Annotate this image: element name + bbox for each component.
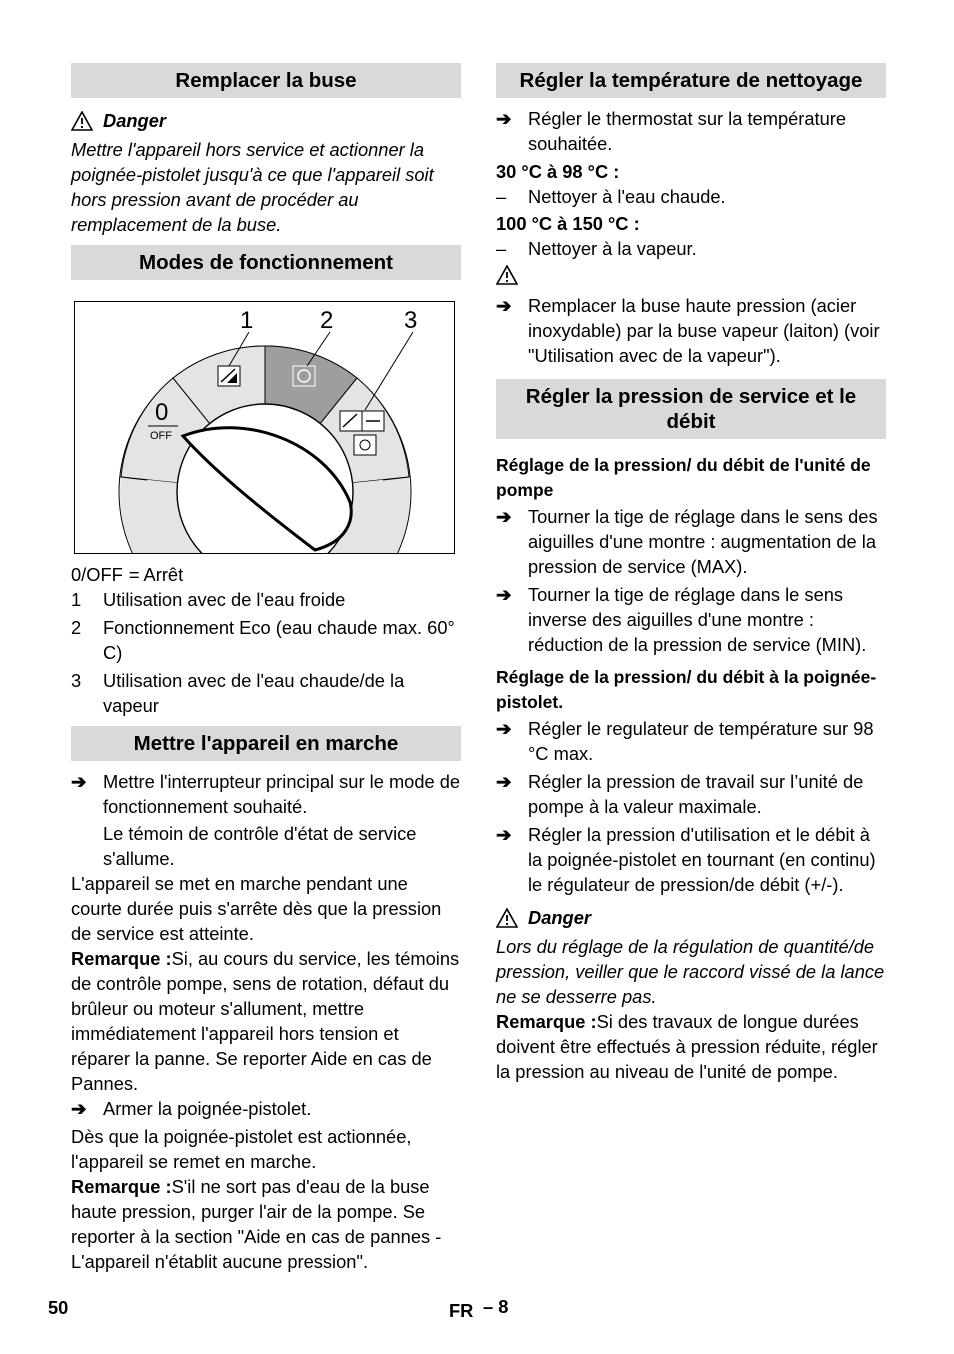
mode-number-1: 1 — [240, 307, 254, 334]
list-item: ➔ Remplacer la buse haute pression (acier inoxydable) par la buse vapeur (laiton) (voir "Utilisation avec de la vapeur"). — [496, 295, 880, 366]
list-item: ➔ Régler la pression de travail sur l’unité de pompe à la valeur maximale. — [496, 771, 864, 817]
off-label: OFF — [150, 430, 172, 442]
legend-item: 3 Utilisation avec de l'eau chaude/de la vapeur — [71, 670, 405, 716]
mode-switch-figure — [74, 301, 455, 554]
range-heading: 30 °C à 98 °C : — [496, 161, 620, 182]
warning-triangle-icon — [496, 265, 518, 285]
arrow-right-icon: ➔ — [496, 771, 512, 792]
mode-number-0: 0 — [155, 399, 169, 426]
list-item: ➔ Régler le thermostat sur la température souhaitée. — [496, 108, 847, 154]
legend-item: 1 Utilisation avec de l'eau froide — [71, 589, 346, 610]
arrow-right-icon: ➔ — [496, 295, 512, 316]
remark: Remarque :Si des travaux de longue durées doivent être effectués à pression réduite, régler la pression au niveau de l'unité de pompe. — [496, 1011, 878, 1082]
list-item: – Nettoyer à l'eau chaude. — [496, 186, 726, 207]
danger-heading: Danger — [71, 108, 461, 133]
heading-pressure-flow: Régler la pression de service et le débit — [496, 379, 886, 439]
legend-off: 0/OFF = Arrêt — [71, 564, 184, 585]
heading-operating-modes: Modes de fonctionnement — [71, 245, 461, 280]
legend-item: 2 Fonctionnement Eco (eau chaude max. 60° C) — [71, 617, 455, 663]
remark: Remarque :S'il ne sort pas d'eau de la buse haute pression, purger l'air de la pompe. Se reporter à la section "Aide en cas de pannes - L'appareil n'établit aucune pression". — [71, 1176, 442, 1272]
page-number-right: – 8 — [483, 1296, 509, 1317]
heading-replace-nozzle: Remplacer la buse — [71, 63, 461, 98]
heading-start-device: Mettre l'appareil en marche — [71, 726, 461, 761]
mode-number-3: 3 — [404, 307, 418, 334]
eco-mode-icon — [293, 366, 315, 386]
arrow-right-icon: ➔ — [496, 506, 512, 527]
mode-selector-dial — [75, 302, 454, 553]
arrow-right-icon: ➔ — [496, 824, 512, 845]
list-item: ➔ Tourner la tige de réglage dans le sens inverse des aiguilles d'une montre : réduction de la pression de service (MIN). — [496, 584, 867, 655]
left-column — [71, 63, 461, 1274]
list-item: ➔ Régler le regulateur de température sur 98 °C max. — [496, 718, 874, 764]
warning-line — [496, 265, 886, 291]
warning-triangle-icon — [71, 111, 93, 131]
remark: Remarque :Si, au cours du service, les témoins de contrôle pompe, sens de rotation, défaut du brûleur ou moteur s'allument, mettre immédiatement l'appareil hors tension et réparer la panne. Se reporter Aide en cas de Pannes. — [71, 948, 460, 1094]
danger-text: Mettre l'appareil hors service et actionner la poignée-pistolet jusqu'à ce que l'appareil soit hors pression avant de procéder au remplacement de la buse. — [71, 139, 434, 235]
arrow-right-icon: ➔ — [71, 771, 87, 792]
list-item: – Nettoyer à la vapeur. — [496, 238, 697, 259]
subheading: Réglage de la pression/ du débit à la poignée-pistolet. — [496, 667, 877, 712]
arrow-right-icon: ➔ — [496, 584, 512, 605]
range-heading: 100 °C à 150 °C : — [496, 213, 640, 234]
list-item: ➔ Tourner la tige de réglage dans le sens des aiguilles d'une montre : augmentation de la pression de service (MAX). — [496, 506, 878, 577]
danger-text: Lors du réglage de la régulation de quantité/de pression, veiller que le raccord vissé de la lance ne se desserre pas. — [496, 936, 885, 1007]
paragraph: L'appareil se met en marche pendant une courte durée puis s'arrête dès que la pression de service est atteinte. — [71, 873, 442, 944]
arrow-right-icon: ➔ — [496, 718, 512, 739]
mode-number-2: 2 — [320, 307, 334, 334]
heading-cleaning-temperature: Régler la température de nettoyage — [496, 63, 886, 98]
list-item: ➔ Mettre l'interrupteur principal sur le mode de fonctionnement souhaité. — [71, 771, 461, 817]
subheading: Réglage de la pression/ du débit de l'unité de pompe — [496, 455, 871, 500]
cold-water-mode-icon — [218, 366, 240, 386]
warning-triangle-icon — [496, 908, 518, 928]
arrow-right-icon: ➔ — [496, 108, 512, 129]
list-item: ➔ Armer la poignée-pistolet. — [71, 1098, 312, 1119]
danger-heading: Danger — [496, 905, 886, 930]
paragraph: Dès que la poignée-pistolet est actionnée, l'appareil se remet en marche. — [71, 1126, 412, 1172]
step-note: Le témoin de contrôle d'état de service s'allume. — [103, 823, 417, 869]
arrow-right-icon: ➔ — [71, 1098, 87, 1119]
right-column — [496, 63, 886, 1084]
page-number-left: 50 — [48, 1297, 69, 1318]
list-item: ➔ Régler la pression d'utilisation et le débit à la poignée-pistolet en tournant (en continu) le régulateur de pression/de débit (+/-). — [496, 824, 876, 895]
language-code: FR — [449, 1300, 474, 1321]
